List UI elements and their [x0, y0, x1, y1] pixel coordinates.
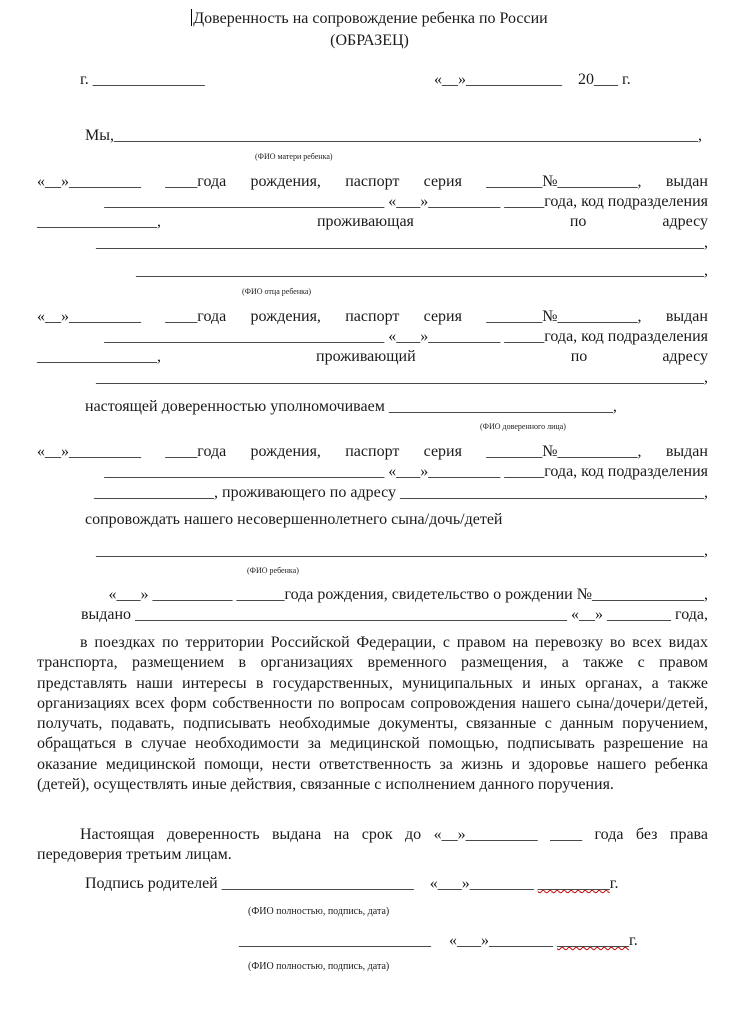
word: адресу	[662, 213, 708, 230]
signature-label: Подпись родителей	[85, 875, 218, 892]
child-birth-line: «___» __________ ______года рождения, свидетельство о рождении №______________,	[108, 586, 708, 603]
word: серия	[423, 173, 462, 190]
child-name-line: ____________________________________________________________________________,	[96, 542, 708, 559]
signature-blank: ________________________	[239, 932, 431, 949]
signature-caption-2: (ФИО полностью, подпись, дата)	[248, 961, 390, 972]
word: выдан	[665, 443, 708, 460]
word: ____года	[165, 308, 227, 325]
validity-paragraph: Настоящая доверенность выдана на срок до «__»_________ ____ года без права передоверия третьим лицам.	[37, 826, 708, 864]
signature-row-2	[239, 931, 638, 951]
child-issued-line: выдано ______________________________________________________ «__» ________ года,	[80, 606, 708, 623]
father-address-blank: ____________________________________________________________________________,	[96, 369, 708, 386]
word: _______№__________,	[486, 308, 642, 325]
word: выдан	[665, 173, 708, 190]
date-field	[434, 70, 631, 90]
signature-date: «___»________	[429, 875, 534, 892]
word: по	[569, 213, 587, 230]
signature-g: г.	[629, 932, 638, 949]
father-issued-line: ___________________________________ «___»_________ _____года, код подразделения	[104, 328, 708, 345]
mother-caption: (ФИО матери ребенка)	[255, 152, 333, 161]
powers-paragraph: в поездках по территории Российской Федерации, с правом на перевозку во всех видах транспорта, размещением в организациях временного размещения, а также с правом представлять наши интересы в государственных, муниципальных и иных органах, а также организациях всех форм собственности по вопросам сопровождения нашего сына/дочери/детей, получать, подавать, подписывать необходимые документы, связанные с данным поручением, обращаться в случае необходимости за медицинской помощью, подписывать разрешение на оказание медицинской помощи, нести ответственность за жизнь и здоровье нашего ребенка (детей), осуществлять иные действия, связанные с исполнением данного поручения.	[37, 634, 708, 794]
signature-row-1	[85, 874, 619, 894]
word: серия	[423, 443, 462, 460]
word: серия	[423, 308, 462, 325]
signature-year: _________	[537, 875, 610, 892]
trustee-caption: (ФИО доверенного лица)	[480, 422, 566, 431]
mother-issued-line: ___________________________________ «___»_________ _____года, код подразделения	[104, 193, 708, 210]
signature-blank: ________________________	[221, 875, 414, 892]
trustee-line: настоящей доверенностью уполномочиваем ____________________________,	[85, 398, 617, 415]
father-name-line: _______________________________________________________________________,	[136, 262, 708, 279]
word: «__»_________	[37, 308, 141, 325]
word: _______№__________,	[486, 173, 642, 190]
word: рождения,	[250, 443, 321, 460]
word: «__»_________	[37, 443, 141, 460]
word: по	[570, 348, 588, 365]
word: ____года	[165, 173, 227, 190]
trustee-address-line: _______________, проживающего по адресу ______________________________________,	[94, 484, 708, 501]
child-intro: сопровождать нашего несовершеннолетнего сына/дочь/детей	[85, 511, 503, 528]
word: выдан	[665, 308, 708, 325]
mother-passport-line	[37, 172, 708, 192]
word: «__»_________	[37, 173, 141, 190]
signature-g: г.	[609, 875, 619, 892]
signature-caption-1: (ФИО полностью, подпись, дата)	[248, 906, 390, 917]
mother-address-line	[37, 212, 708, 232]
document-subtitle: (ОБРАЗЕЦ)	[330, 32, 409, 49]
date-day: «__»	[434, 71, 466, 88]
document-title	[0, 9, 739, 29]
word: адресу	[662, 348, 708, 365]
trustee-issued-line: ___________________________________ «___»_________ _____года, код подразделения	[104, 463, 708, 480]
word: _______________,	[37, 348, 161, 365]
signature-date: «___»________	[449, 932, 553, 949]
word: проживающий	[316, 348, 416, 365]
word: _______________,	[37, 213, 161, 230]
trustee-passport-line	[37, 442, 708, 462]
city-field: г. ______________	[80, 71, 205, 88]
word: ____года	[165, 443, 227, 460]
signature-year: _________	[557, 932, 629, 949]
father-passport-line	[37, 307, 708, 327]
mother-name-line: Мы,_________________________________________________________________________,	[85, 127, 702, 144]
father-address-line	[37, 347, 708, 367]
word: проживающая	[316, 213, 414, 230]
date-year: 20___ г.	[578, 71, 631, 88]
child-caption: (ФИО ребенка)	[247, 566, 299, 575]
date-month: ____________	[466, 71, 562, 88]
mother-address-blank: ____________________________________________________________________________,	[96, 234, 708, 251]
word: паспорт	[345, 308, 400, 325]
word: _______№__________,	[486, 443, 642, 460]
father-caption: (ФИО отца ребенка)	[242, 287, 312, 296]
word: рождения,	[250, 308, 321, 325]
word: паспорт	[345, 443, 400, 460]
word: рождения,	[250, 173, 321, 190]
word: паспорт	[345, 173, 400, 190]
title-line-1: Доверенность на сопровождение ребенка по России	[193, 10, 548, 27]
